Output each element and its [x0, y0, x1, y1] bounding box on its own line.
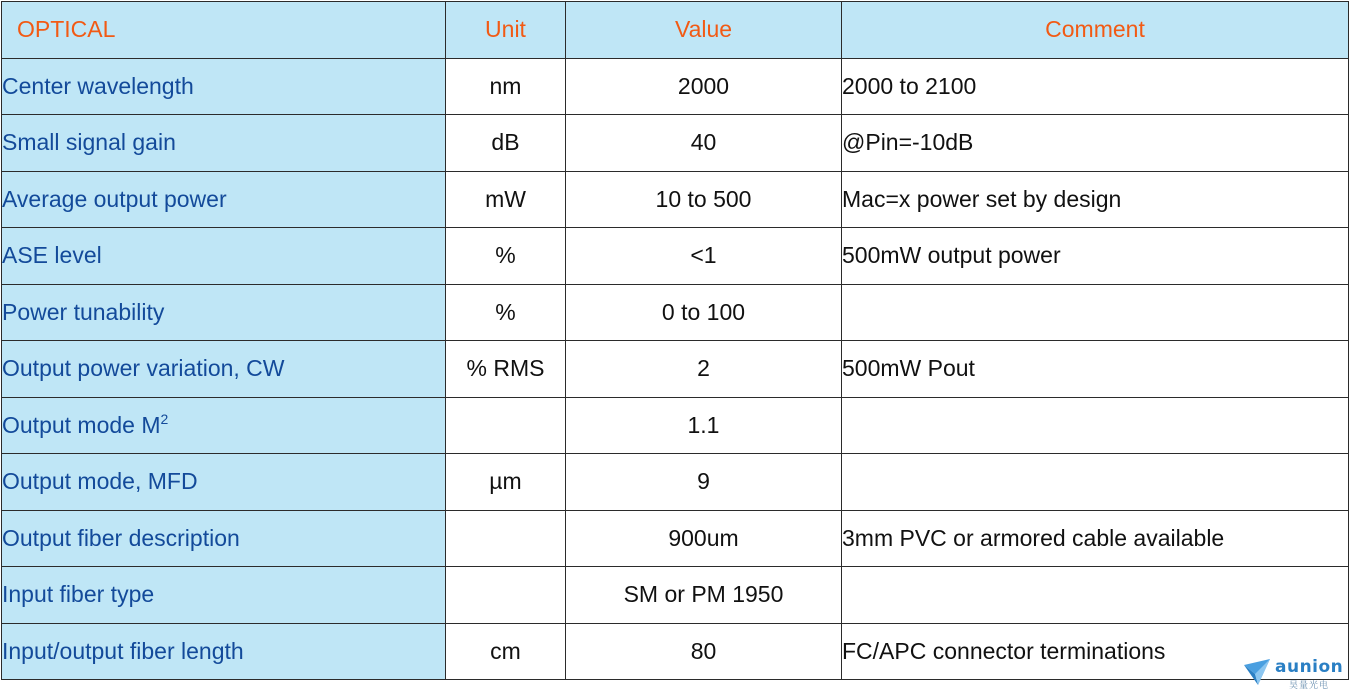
row-unit: nm — [446, 58, 566, 115]
row-param: Small signal gain — [2, 115, 446, 172]
row-comment — [842, 284, 1349, 341]
row-comment — [842, 397, 1349, 454]
row-comment: Mac=x power set by design — [842, 171, 1349, 228]
table-row — [2, 171, 1349, 228]
optical-spec-table — [1, 1, 1349, 680]
logo-wordmark: aunion — [1275, 657, 1344, 677]
row-param: ASE level — [2, 228, 446, 285]
paper-plane-icon — [1242, 657, 1272, 687]
table-row — [2, 397, 1349, 454]
row-param: Power tunability — [2, 284, 446, 341]
header-comment: Comment — [842, 2, 1349, 59]
table-row — [2, 623, 1349, 680]
header-optical: OPTICAL — [2, 2, 446, 59]
row-comment: FC/APC connector terminations — [842, 623, 1349, 680]
header-value: Value — [566, 2, 842, 59]
row-param: Output fiber description — [2, 510, 446, 567]
row-value: <1 — [566, 228, 842, 285]
row-param: Input/output fiber length — [2, 623, 446, 680]
logo-subtitle: 昊量光电 — [1289, 680, 1330, 690]
row-unit: µm — [446, 454, 566, 511]
row-value: 2000 — [566, 58, 842, 115]
row-value: SM or PM 1950 — [566, 567, 842, 624]
row-param: Output power variation, CW — [2, 341, 446, 398]
row-param-text: Output mode M — [2, 411, 161, 438]
table-row — [2, 341, 1349, 398]
row-unit: mW — [446, 171, 566, 228]
row-comment: 2000 to 2100 — [842, 58, 1349, 115]
row-comment: 3mm PVC or armored cable available — [842, 510, 1349, 567]
row-value: 10 to 500 — [566, 171, 842, 228]
table-row — [2, 284, 1349, 341]
row-unit — [446, 397, 566, 454]
row-value: 2 — [566, 341, 842, 398]
row-comment: 500mW Pout — [842, 341, 1349, 398]
table-row — [2, 58, 1349, 115]
superscript: 2 — [160, 410, 169, 427]
table-row — [2, 228, 1349, 285]
table-header-row — [2, 2, 1349, 59]
row-value: 0 to 100 — [566, 284, 842, 341]
row-unit: % — [446, 284, 566, 341]
row-unit — [446, 510, 566, 567]
row-comment: @Pin=-10dB — [842, 115, 1349, 172]
aunion-logo — [1242, 655, 1342, 691]
table-row — [2, 567, 1349, 624]
row-comment: 500mW output power — [842, 228, 1349, 285]
row-comment — [842, 454, 1349, 511]
row-param: Average output power — [2, 171, 446, 228]
row-param — [2, 397, 446, 454]
row-unit: % RMS — [446, 341, 566, 398]
row-value: 80 — [566, 623, 842, 680]
header-unit: Unit — [446, 2, 566, 59]
table-row — [2, 510, 1349, 567]
row-value: 40 — [566, 115, 842, 172]
row-comment — [842, 567, 1349, 624]
row-param: Center wavelength — [2, 58, 446, 115]
row-unit: % — [446, 228, 566, 285]
table-row — [2, 115, 1349, 172]
row-param: Input fiber type — [2, 567, 446, 624]
table-row — [2, 454, 1349, 511]
row-param: Output mode, MFD — [2, 454, 446, 511]
row-value: 1.1 — [566, 397, 842, 454]
row-value: 900um — [566, 510, 842, 567]
row-unit — [446, 567, 566, 624]
row-value: 9 — [566, 454, 842, 511]
row-unit: cm — [446, 623, 566, 680]
row-unit: dB — [446, 115, 566, 172]
